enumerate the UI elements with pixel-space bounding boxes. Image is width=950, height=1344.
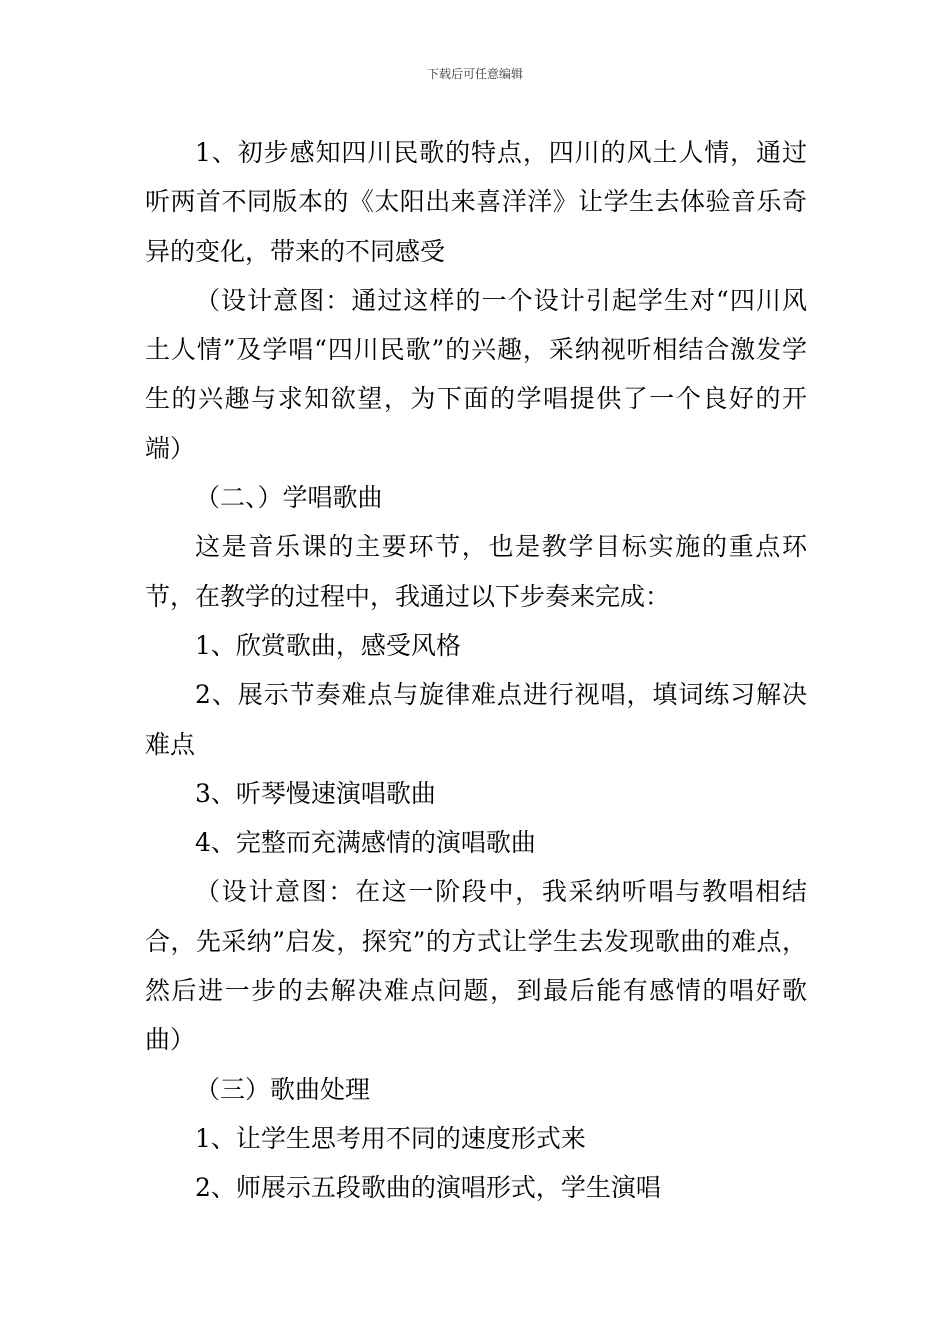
section-heading-learn-song: （二、）学唱歌曲 <box>195 483 383 513</box>
page-header: 下载后可任意编辑 <box>426 67 523 81</box>
paragraph-design-intent-1: （设计意图：通过这样的一个设计引起学生对“四川风土人情”及学唱“四川民歌”的兴趣，采纳视听相结合激发学生的兴趣与求知欲望，为下面的学唱提供了一个良好的开端） <box>145 285 807 463</box>
list-item-full-singing: 4、完整而充满感情的演唱歌曲 <box>195 828 536 858</box>
paragraph-main-section-intro: 这是音乐课的主要环节，也是教学目标实施的重点环节，在教学的过程中，我通过以下步奏来完成： <box>145 532 807 611</box>
list-item-five-forms: 2、师展示五段歌曲的演唱形式，学生演唱 <box>195 1173 661 1203</box>
paragraph-design-intent-2: （设计意图：在这一阶段中，我采纳听唱与教唱相结合，先采纳”启发，探究”的方式让学生去发现歌曲的难点，然后进一步的去解决难点问题，到最后能有感情的唱好歌曲） <box>145 877 807 1055</box>
list-item-rhythm-difficulty: 2、展示节奏难点与旋律难点进行视唱，填词练习解决难点 <box>145 680 807 759</box>
section-heading-song-processing: （三）歌曲处理 <box>195 1074 371 1104</box>
document-body <box>145 128 807 1213</box>
list-item-slow-singing: 3、听琴慢速演唱歌曲 <box>195 778 436 808</box>
list-item-speed-forms: 1、让学生思考用不同的速度形式来 <box>195 1123 586 1153</box>
paragraph-step-1-perception: 1、初步感知四川民歌的特点，四川的风土人情，通过听两首不同版本的《太阳出来喜洋洋》让学生去体验音乐奇异的变化，带来的不同感受 <box>145 138 807 266</box>
list-item-appreciate: 1、欣赏歌曲，感受风格 <box>195 630 461 660</box>
